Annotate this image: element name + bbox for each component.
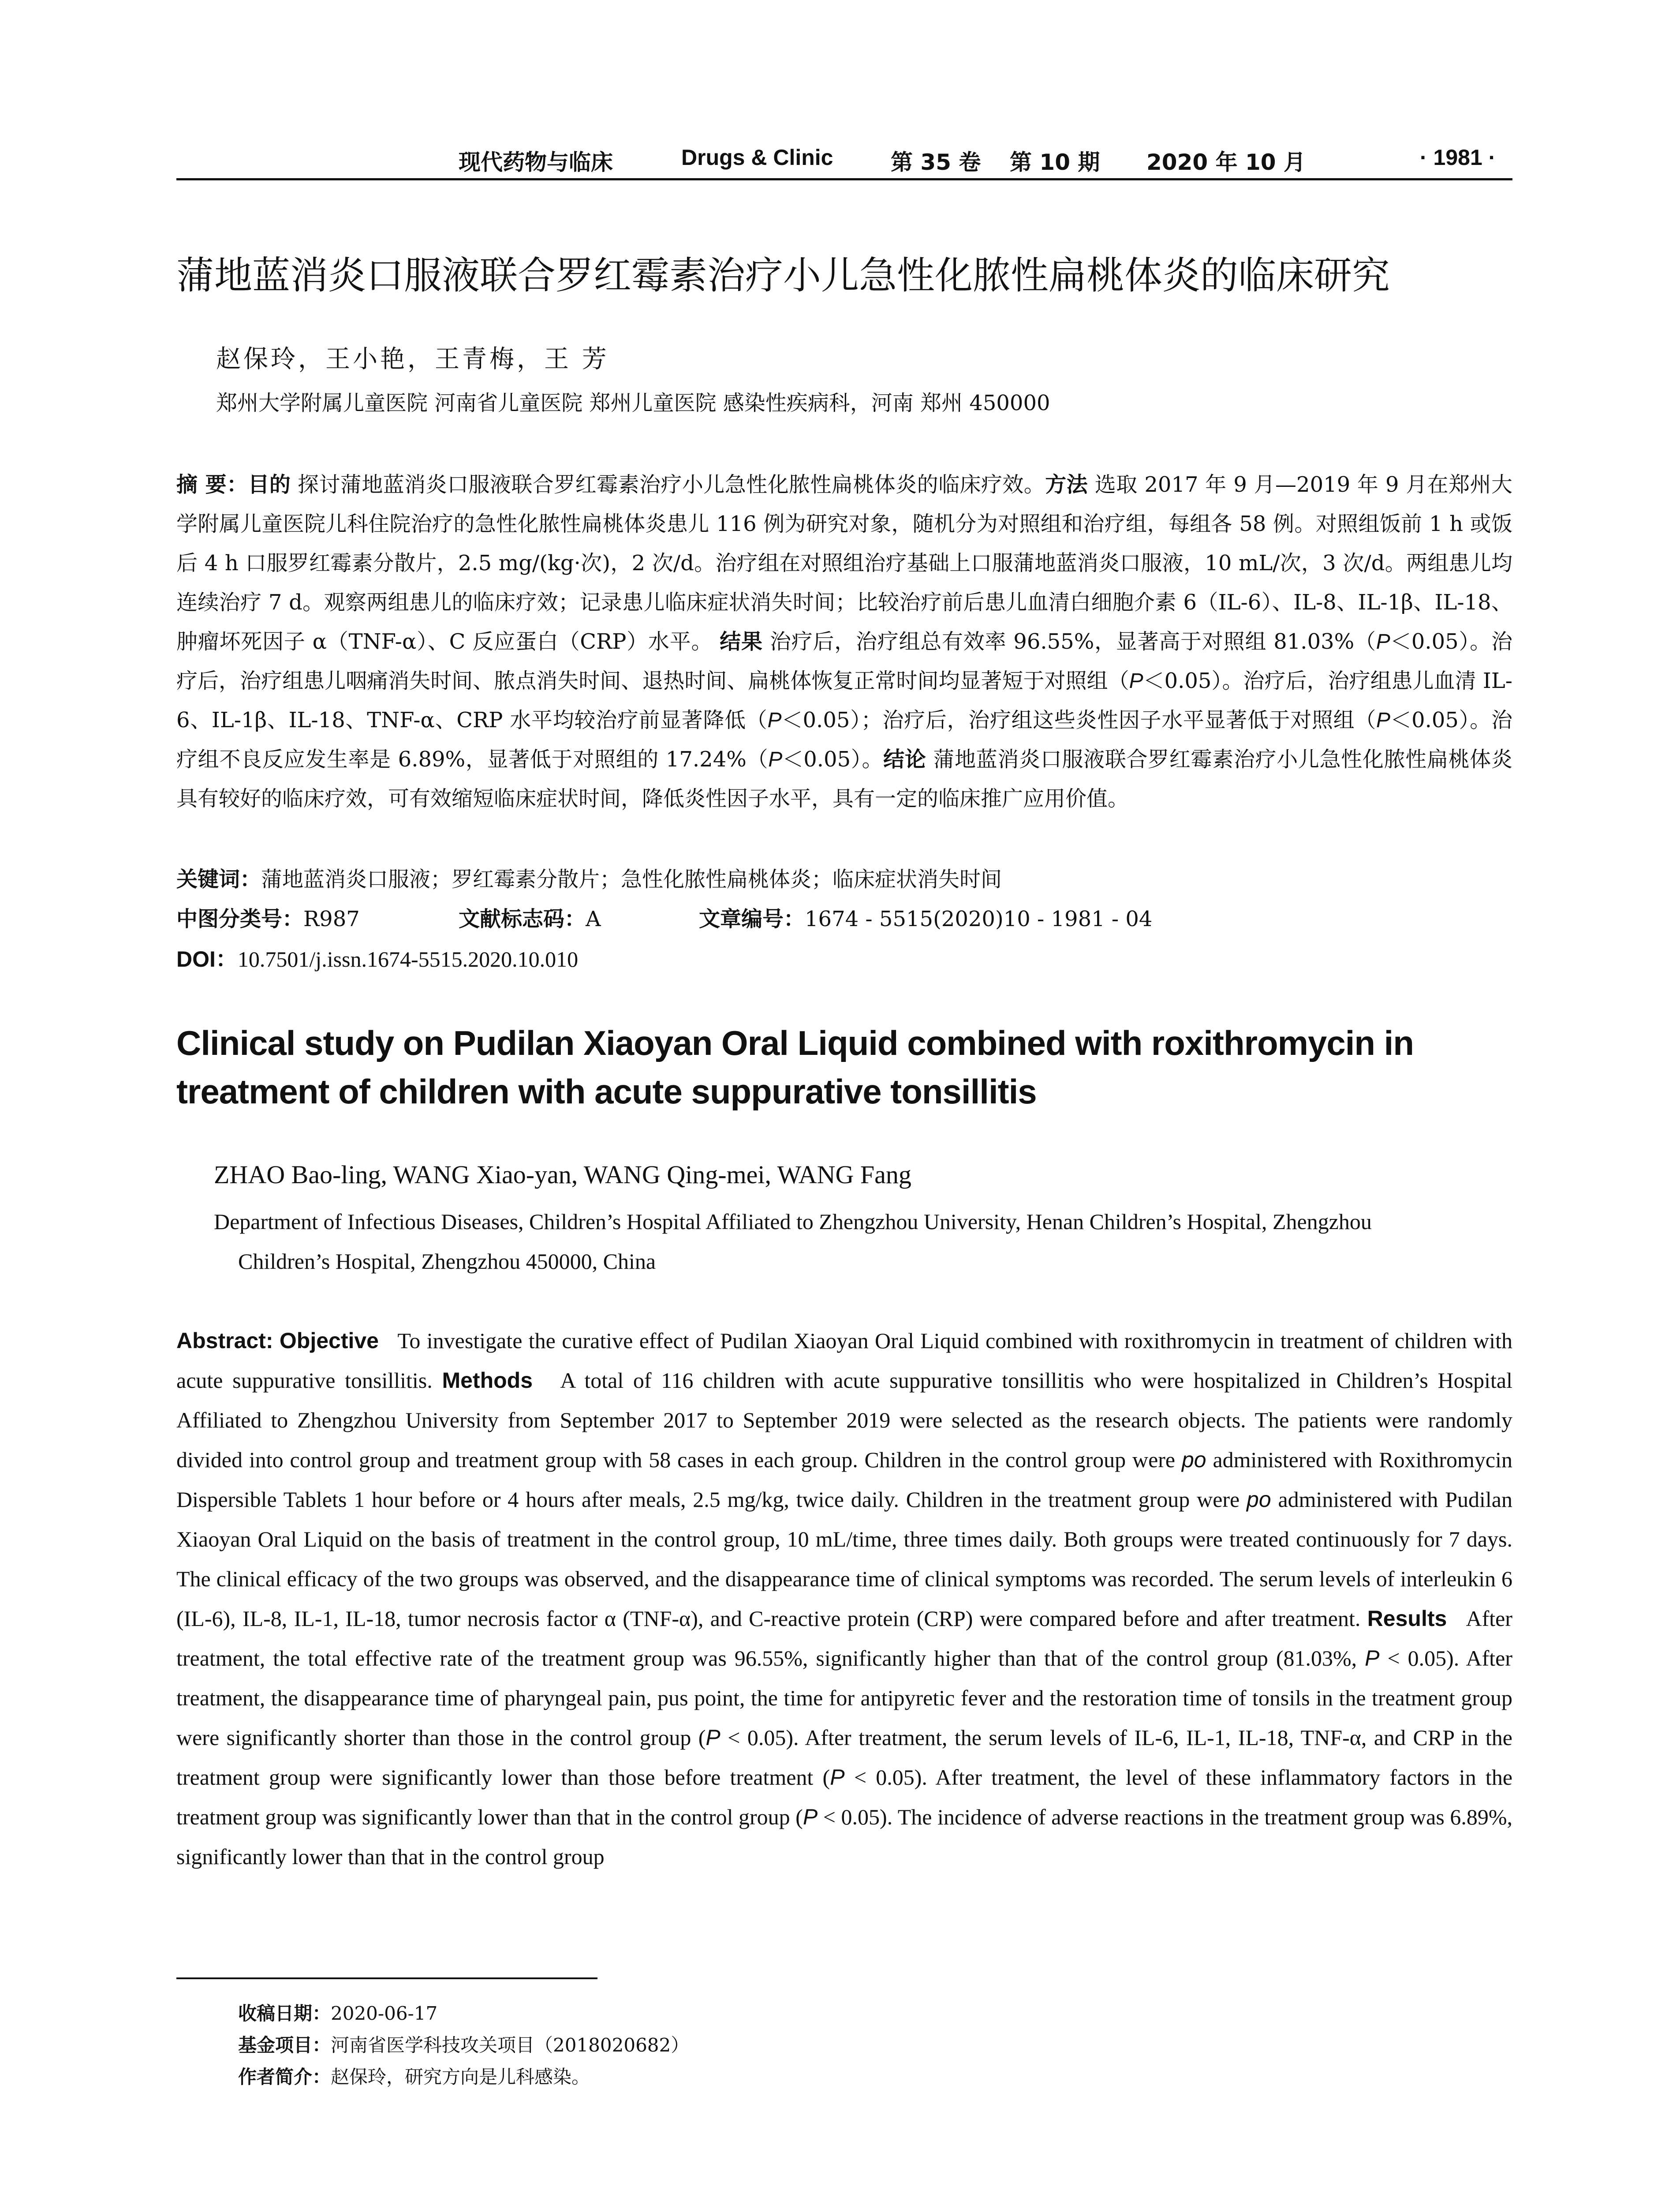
results-label-en: Results [1367, 1606, 1447, 1631]
objective-text-en: To investigate the curative effect of Pudilan Xiaoyan Oral Liquid combined with roxithromycin in treatment of children with acute suppurative tonsillitis. [176, 1328, 1512, 1393]
results-label-cn: 结果 [720, 629, 763, 654]
footnote-fund [238, 2029, 689, 2061]
footnotes [238, 1998, 689, 2093]
p-value-symbol: P [1129, 669, 1143, 693]
received-label: 收稿日期： [238, 2003, 331, 2024]
author-bio-label: 作者简介： [238, 2066, 331, 2088]
article-title-en: Clinical study on Pudilan Xiaoyan Oral Liquid combined with roxithromycin in treatment of children with acute suppurative tonsillitis [176, 1024, 1414, 1111]
affiliation-cn: 郑州大学附属儿童医院 河南省儿童医院 郑州儿童医院 感染性疾病科，河南 郑州 450000 [216, 391, 1050, 415]
page-number: · 1981 · [1420, 145, 1496, 170]
fund-text: 河南省医学科技攻关项目（2018020682） [331, 2034, 690, 2056]
doi-line [176, 942, 578, 973]
received-date: 2020-06-17 [331, 2003, 438, 2024]
doi-label: DOI： [176, 947, 238, 972]
doc-code-block [459, 902, 601, 932]
abstract-en [176, 1321, 1512, 1876]
p-value-symbol: P [830, 1765, 845, 1790]
journal-name-en: Drugs & Clinic [681, 145, 833, 170]
results-text-cn: 治疗后，治疗组总有效率 96.55%，显著高于对照组 81.03%（ [769, 629, 1376, 654]
methods-text-cn: 选取 2017 年 9 月—2019 年 9 月在郑州大学附属儿童医院儿科住院治疗的急性化脓性扁桃体炎患儿 116 例为研究对象，随机分为对照组和治疗组，每组各 58 例。对照组饭前 1 h 或饭后 4 h 口服罗红霉素分散片，2.5 mg/(kg·次)，2 次/d。治疗组在对照组治疗基础上口服蒲地蓝消炎口服液，10 mL/次，3 次/d。两组患儿均连续治疗 7 d。观察两组患儿的临床疗效；记录患儿临床症状消失时间；比较治疗前后患儿血清白细胞介素 6（IL-6）、IL-8、IL-1β、IL-18、肿瘤坏死因子 α（TNF-α）、C 反应蛋白（CRP）水平。 [176, 472, 1512, 654]
methods-label-en: Methods [442, 1368, 533, 1393]
objective-text-cn: 探讨蒲地蓝消炎口服液联合罗红霉素治疗小儿急性化脓性扁桃体炎的临床疗效。 [298, 472, 1045, 497]
issue-date: 2020 年 10 月 [1146, 149, 1306, 175]
clc-block [176, 902, 360, 932]
keywords-label: 关键词： [176, 867, 261, 892]
results-text-cn: ＜0.05）。治疗后，治疗组患儿咽痛消失时间、脓点消失时间、退热时间、扁桃体恢复正常时间均显著短于对照组（ [176, 629, 1512, 693]
footnote-author [238, 2061, 689, 2093]
abstract-label-cn: 摘 要： [176, 472, 248, 497]
journal-name-cn: 现代药物与临床 [459, 149, 613, 175]
conclusion-label-cn: 结论 [883, 747, 926, 772]
p-value-symbol: P [767, 709, 782, 732]
footnote-rule [176, 1977, 597, 1979]
results-text-cn: ＜0.05）；治疗后，治疗组这些炎性因子水平显著低于对照组（ [781, 708, 1377, 733]
running-header [176, 132, 1512, 181]
p-value-symbol: P [768, 748, 783, 771]
footnote-received [238, 1998, 689, 2029]
classification-line [176, 902, 1512, 933]
article-no-value: 1674 - 5515(2020)10 - 1981 - 04 [805, 907, 1153, 931]
methods-label-cn: 方法 [1045, 472, 1088, 497]
conclusion-text-cn: 蒲地蓝消炎口服液联合罗红霉素治疗小儿急性化脓性扁桃体炎具有较好的临床疗效，可有效缩短临床症状时间，降低炎性因子水平，具有一定的临床推广应用价值。 [176, 747, 1512, 811]
methods-text-en: A total of 116 children with acute suppurative tonsillitis who were hospitalized in Children’s Hospital Affiliated to Zhengzhou University from September 2017 to September 2019 were selected as the research objects. The patients were randomly divided into control group and treatment group with 58 cases in each group. Children in the control group were [176, 1368, 1512, 1472]
results-text-en: < 0.05). After treatment, the level of these inflammatory factors in the treatment group was significantly lower than that in the control group ( [176, 1765, 1513, 1829]
results-text-cn: ＜0.05）。治疗组不良反应发生率是 6.89%，显著低于对照组的 17.24%（ [176, 708, 1512, 772]
objective-label-en: Objective [279, 1328, 379, 1353]
p-value-symbol: P [706, 1725, 721, 1750]
article-no-block [699, 902, 1152, 932]
methods-text-en: administered with Pudilan Xiaoyan Oral Liquid on the basis of treatment in the control group, 10 mL/time, three times daily. Both groups were treated continuously for 7 days. The clinical efficacy of the two groups was observed, and the disappearance time of clinical symptoms was recorded. The serum levels of interleukin 6 (IL-6), IL-8, IL-1, IL-18, tumor necrosis factor α (TNF-α), and C-reactive protein (CRP) were compared before and after treatment. [176, 1487, 1512, 1631]
p-value-symbol: P [803, 1805, 818, 1829]
p-value-symbol: P [1376, 630, 1390, 654]
p-value-symbol: P [1365, 1646, 1380, 1671]
article-title-cn: 蒲地蓝消炎口服液联合罗红霉素治疗小儿急性化脓性扁桃体炎的临床研究 [176, 254, 1390, 298]
results-text-en: < 0.05). The incidence of adverse reactions in the treatment group was 6.89%, significantly lower than that in the control group [176, 1805, 1512, 1869]
issue: 第 10 期 [1010, 149, 1100, 175]
affiliation-en-line-2: Children’s Hospital, Zhengzhou 450000, China [238, 1249, 656, 1274]
authors-cn: 赵保玲，王小艳，王青梅，王 芳 [216, 345, 609, 374]
clc-label: 中图分类号： [176, 907, 304, 931]
doi-value: 10.7501/j.issn.1674-5515.2020.10.010 [237, 947, 579, 972]
methods-text-en: administered with Roxithromycin Dispersible Tablets 1 hour before or 4 hours after meals, 2.5 mg/kg, twice daily. Children in the treatment group were [176, 1447, 1513, 1512]
article-no-label: 文章编号： [699, 907, 805, 931]
author-bio-text: 赵保玲，研究方向是儿科感染。 [331, 2066, 590, 2088]
po-abbrev: po [1181, 1447, 1206, 1472]
keywords-cn [176, 862, 1002, 893]
volume: 第 35 卷 [891, 149, 981, 175]
doc-code-label: 文献标志码： [459, 907, 586, 931]
clc-value: R987 [303, 907, 360, 931]
p-value-symbol: P [1376, 709, 1391, 732]
abstract-label-en: Abstract: [176, 1328, 273, 1353]
results-text-cn: ＜0.05）。治疗后，治疗组患儿血清 IL-6、IL-1β、IL-18、TNF-α、CRP 水平均较治疗前显著降低（ [176, 669, 1512, 733]
results-text-en: < 0.05). After treatment, the disappearance time of pharyngeal pain, pus point, the time for antipyretic fever and the restoration time of tonsils in the treatment group were significantly shorter than those in the control group ( [176, 1646, 1512, 1750]
doc-code-value: A [586, 907, 601, 931]
results-text-cn: ＜0.05）。 [782, 747, 884, 772]
affiliation-en-line-1: Department of Infectious Diseases, Children’s Hospital Affiliated to Zhengzhou University, Henan Children’s Hospital, Zhengzhou [214, 1209, 1372, 1234]
po-abbrev: po [1247, 1487, 1271, 1512]
header-rule [176, 178, 1512, 180]
fund-label: 基金项目： [238, 2034, 331, 2056]
results-text-en: After treatment, the total effective rate of the treatment group was 96.55%, significantly higher than that of the control group (81.03%, [176, 1606, 1513, 1671]
affiliation-en [214, 1202, 1519, 1281]
abstract-cn [176, 465, 1512, 818]
objective-label-cn: 目的 [248, 472, 291, 497]
authors-en: ZHAO Bao-ling, WANG Xiao-yan, WANG Qing-mei, WANG Fang [214, 1160, 911, 1189]
keywords-text: 蒲地蓝消炎口服液；罗红霉素分散片；急性化脓性扁桃体炎；临床症状消失时间 [261, 867, 1002, 892]
results-text-en: < 0.05). After treatment, the serum levels of IL-6, IL-1, IL-18, TNF-α, and CRP in the treatment group were significantly lower than those before treatment ( [176, 1725, 1513, 1790]
